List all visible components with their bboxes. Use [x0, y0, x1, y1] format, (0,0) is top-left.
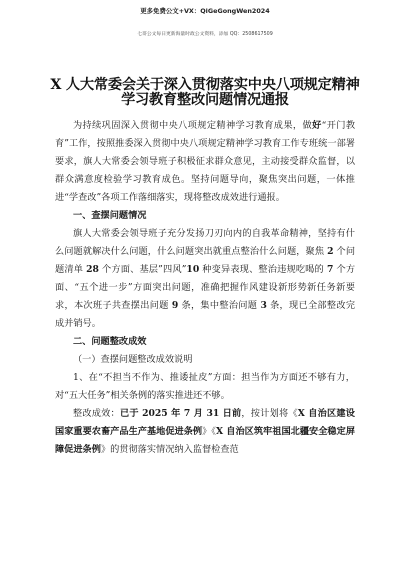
item-1-paragraph: 1、在“不担当不作为、推诿扯皮”方面：担当作为方面还不够有力，对“五大任务”相关条例的落实推进还不够。 [55, 372, 355, 401]
problems-text-e: 个方面、基层”四风” [98, 264, 187, 275]
rectification-paragraph [55, 405, 355, 459]
rect-text-g: 》的贯彻落实情况纳入监督检查范 [100, 444, 239, 455]
problems-text-a: 旗人大常委会领导班子充分发扬刀刃向内的自我革命精神，坚持有什么问题就解决什么问题，什么问题突出就重点整治什么问题，聚焦 [55, 228, 355, 257]
document-body [55, 117, 355, 459]
rect-text-e: 》《 [202, 426, 216, 437]
problems-text-c: 个问题清单 [55, 246, 356, 275]
intro-text-c: “开门教育”工作，按照推委深入贯彻中央八项规定精神学习教育工作专班统一部署要求，旗人大常委会领导班子积极征求群众意见，主动接受群众监督，以群众满意度检验学习教育成色。坚持问题导向，聚焦突出问题，一体推进“学查改”各项工作落细落实，现将整改成效进行通报。 [55, 120, 356, 203]
section-heading-1: 一、查摆问题情况 [73, 210, 147, 221]
count-aspects: 28 [86, 264, 99, 275]
rect-text-c: ，按计划将《 [241, 408, 298, 419]
count-lists: 2 [327, 246, 334, 257]
intro-text-b: 好 [312, 120, 322, 131]
count-variants: 10 [186, 264, 200, 275]
problems-text-k: 条，集中整治问题 [178, 300, 261, 311]
rect-label: 整改成效： [73, 408, 120, 419]
top-watermark-note: 更多免费公文+VX：QiGeGongWen2024 [140, 7, 270, 15]
regulation-2: X 自治区筑牢祖国北疆安全稳定屏障促进条例 [55, 426, 356, 455]
subsection-heading-1: （一）查摆问题整改成效说明 [73, 354, 193, 365]
count-dining: 7 [326, 264, 334, 275]
problems-text-m: 条，现已全部整改完成并销号。 [55, 300, 356, 329]
problems-text-g: 种变异表现、整治违规吃喝的 [199, 264, 327, 275]
sub-watermark-note: 七哥公文每日更新海量时政公文资料，添加 QQ：2508617509 [137, 32, 273, 37]
count-focused: 3 [260, 300, 267, 311]
section-heading-2: 二、问题整改成效 [73, 336, 147, 347]
intro-text-a: 为持续巩固深入贯彻中央八项规定精神学习教育成果，做 [73, 120, 313, 131]
intro-paragraph [55, 117, 355, 207]
problems-paragraph [55, 225, 355, 333]
rect-deadline: 已于 2025 年 7 月 31 日前 [119, 408, 242, 419]
document-title: X 人大常委会关于深入贯彻落实中央八项规定精神学习教育整改问题情况通报 [50, 77, 360, 108]
problems-text-i: 个方面、“五个进一步”方面突出问题，准确把握作风建设新形势新任务新要求，本次班子共查摆出问题 [55, 264, 356, 311]
count-found: 9 [171, 300, 179, 311]
regulation-1: X 自治区建设国家重要农畜产品生产基地促进条例 [55, 408, 355, 437]
